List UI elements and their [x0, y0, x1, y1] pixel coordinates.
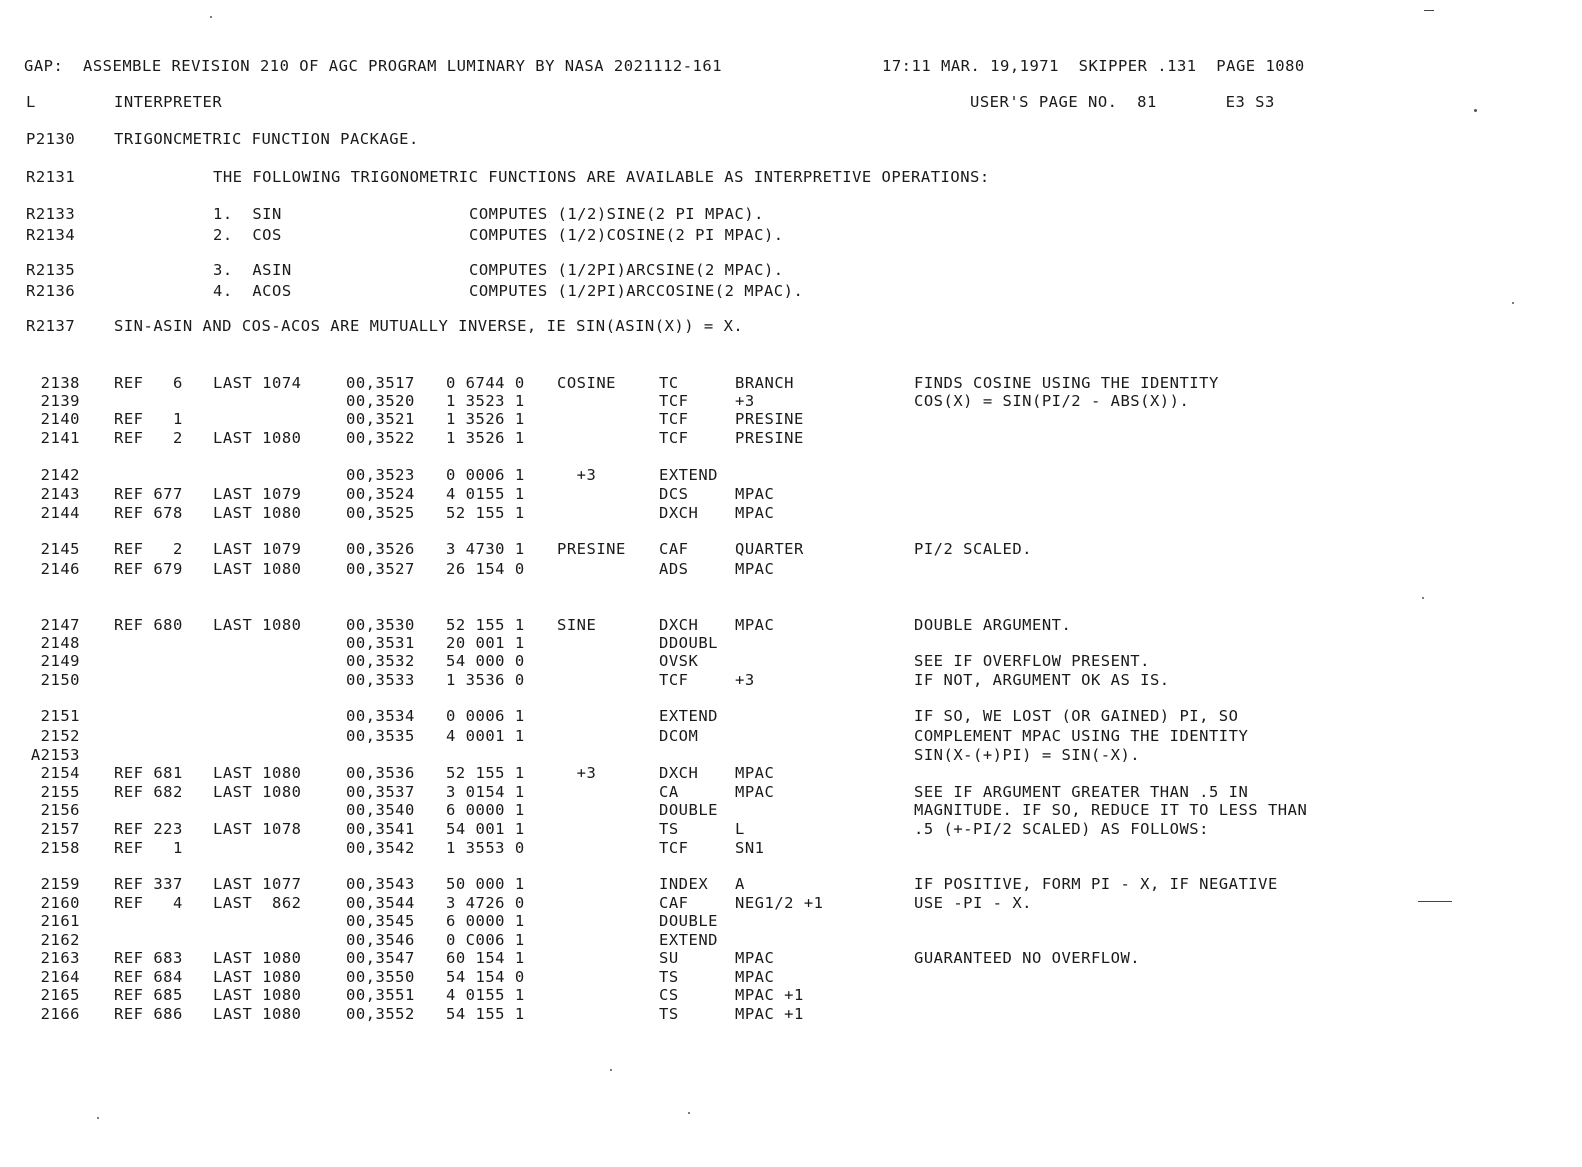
- last-page: LAST 1080: [213, 1005, 302, 1023]
- operand: MPAC: [735, 485, 775, 503]
- octal-code: 50 000 1: [446, 875, 525, 893]
- address: 00,3517: [346, 374, 415, 392]
- address: 00,3526: [346, 540, 415, 558]
- address: 00,3535: [346, 727, 415, 745]
- symbol-label: [557, 893, 647, 913]
- octal-code: 6 0000 1: [446, 912, 525, 930]
- octal-code: 54 155 1: [446, 1005, 525, 1023]
- symbol-label: +3: [557, 466, 597, 484]
- ref-count: [114, 651, 204, 671]
- operand: [735, 800, 895, 820]
- operand: MPAC: [735, 764, 775, 782]
- remark-item: 4. ACOS: [213, 282, 292, 300]
- address: 00,3547: [346, 949, 415, 967]
- octal-code: 1 3536 0: [446, 671, 525, 689]
- line-number: 2157: [40, 820, 80, 838]
- last-page: [213, 838, 323, 858]
- comment: .5 (+-PI/2 SCALED) AS FOLLOWS:: [914, 820, 1209, 838]
- symbol-label: COSINE: [557, 374, 616, 392]
- address: 00,3525: [346, 504, 415, 522]
- operand: [735, 465, 895, 485]
- address: 00,3527: [346, 560, 415, 578]
- comment: [914, 985, 1394, 1005]
- operand: QUARTER: [735, 540, 804, 558]
- last-page: [213, 800, 323, 820]
- line-number: 2143: [40, 485, 80, 503]
- octal-code: 3 4730 1: [446, 540, 525, 558]
- comment: GUARANTEED NO OVERFLOW.: [914, 949, 1141, 967]
- address: 00,3530: [346, 616, 415, 634]
- symbol-label: [557, 391, 647, 411]
- scan-dash: [1424, 10, 1434, 11]
- ref-count: [114, 911, 204, 931]
- symbol-label: [557, 911, 647, 931]
- remark-item: 3. ASIN: [213, 261, 292, 279]
- ref-count: [114, 465, 204, 485]
- operand: MPAC: [735, 968, 775, 986]
- octal-code: 0 0006 1: [446, 466, 525, 484]
- opcode: ADS: [659, 560, 689, 578]
- symbol-label: [557, 838, 647, 858]
- ref-count: REF 2: [114, 429, 183, 447]
- opcode: CAF: [659, 540, 689, 558]
- opcode: DXCH: [659, 504, 699, 522]
- line-number: 2138: [40, 374, 80, 392]
- remark-id: R2135: [26, 261, 76, 279]
- line-number: 2149: [40, 652, 80, 670]
- last-page: LAST 1080: [213, 783, 302, 801]
- remark-id: R2137: [26, 317, 76, 335]
- remark-text: TRIGONCMETRIC FUNCTION PACKAGE.: [114, 130, 419, 148]
- comment: SIN(X-(+)PI) = SIN(-X).: [914, 746, 1141, 764]
- line-number: 2140: [40, 410, 80, 428]
- opcode: EXTEND: [659, 707, 718, 725]
- symbol-label: SINE: [557, 616, 597, 634]
- comment: [914, 428, 1394, 448]
- symbol-label: [557, 985, 647, 1005]
- octal-code: 54 001 1: [446, 820, 525, 838]
- ref-count: REF 686: [114, 1005, 183, 1023]
- line-number: 2156: [40, 801, 80, 819]
- last-page: LAST 1079: [213, 540, 302, 558]
- remark-id: R2133: [26, 205, 76, 223]
- octal-code: 54 000 0: [446, 652, 525, 670]
- octal-code: 4 0155 1: [446, 485, 525, 503]
- opcode: TCF: [659, 410, 689, 428]
- opcode: TCF: [659, 429, 689, 447]
- ref-count: REF 223: [114, 820, 183, 838]
- line-number: 2162: [40, 931, 80, 949]
- address: 00,3543: [346, 875, 415, 893]
- ref-count: REF 680: [114, 616, 183, 634]
- ref-count: REF 678: [114, 504, 183, 522]
- symbol-label: +3: [557, 764, 597, 782]
- operand: +3: [735, 392, 755, 410]
- operand: [735, 930, 895, 950]
- operand: MPAC: [735, 783, 775, 801]
- octal-code: 6 0000 1: [446, 801, 525, 819]
- operand: PRESINE: [735, 410, 804, 428]
- operand: [735, 651, 895, 671]
- line-number: 2164: [40, 968, 80, 986]
- remark-id: R2131: [26, 168, 76, 186]
- line-number: 2148: [40, 634, 80, 652]
- comment: [914, 838, 1394, 858]
- ref-count: REF 679: [114, 560, 183, 578]
- scan-dash: [1418, 901, 1452, 902]
- symbol-label: [557, 409, 647, 429]
- comment: SEE IF ARGUMENT GREATER THAN .5 IN: [914, 783, 1249, 801]
- operand: BRANCH: [735, 374, 794, 392]
- address: 00,3521: [346, 410, 415, 428]
- last-page: [213, 670, 323, 690]
- symbol-label: [557, 948, 647, 968]
- ref-count: [114, 391, 204, 411]
- scan-speck: [1474, 109, 1477, 112]
- opcode: DCOM: [659, 727, 699, 745]
- last-page: [213, 409, 323, 429]
- comment: COMPLEMENT MPAC USING THE IDENTITY: [914, 727, 1249, 745]
- ref-count: [114, 670, 204, 690]
- operand: [735, 706, 895, 726]
- ref-count: REF 677: [114, 485, 183, 503]
- line-number: 2166: [40, 1005, 80, 1023]
- line-number: 2141: [40, 429, 80, 447]
- opcode: DOUBLE: [659, 801, 718, 819]
- comment: [914, 633, 1394, 653]
- symbol-label: PRESINE: [557, 540, 626, 558]
- line-number: 2160: [40, 894, 80, 912]
- ref-count: REF 6: [114, 374, 183, 392]
- line-number: 2155: [40, 783, 80, 801]
- octal-code: 52 155 1: [446, 504, 525, 522]
- scan-speck: [1422, 597, 1424, 599]
- address: [346, 745, 436, 765]
- symbol-label: [557, 782, 647, 802]
- octal-code: 54 154 0: [446, 968, 525, 986]
- header-line-2-right: USER'S PAGE NO. 81 E3 S3: [970, 93, 1275, 111]
- octal-code: 26 154 0: [446, 560, 525, 578]
- last-page: LAST 1078: [213, 820, 302, 838]
- last-page: LAST 1080: [213, 986, 302, 1004]
- opcode: CA: [659, 783, 679, 801]
- operand: [735, 745, 895, 765]
- last-page: [213, 911, 323, 931]
- ref-count: REF 684: [114, 968, 183, 986]
- comment: [914, 930, 1394, 950]
- operand: [735, 726, 895, 746]
- ref-count: [114, 633, 204, 653]
- address: 00,3544: [346, 894, 415, 912]
- symbol-label: [557, 967, 647, 987]
- remark-item: 1. SIN: [213, 205, 282, 223]
- remark-id: R2134: [26, 226, 76, 244]
- last-page: LAST 1079: [213, 485, 302, 503]
- opcode: TS: [659, 1005, 679, 1023]
- octal-code: 1 3553 0: [446, 839, 525, 857]
- line-number: 2142: [40, 466, 80, 484]
- octal-code: 1 3526 1: [446, 429, 525, 447]
- octal-code: 1 3523 1: [446, 392, 525, 410]
- symbol-label: [557, 428, 647, 448]
- ref-count: [114, 726, 204, 746]
- symbol-label: [557, 670, 647, 690]
- line-number: 2144: [40, 504, 80, 522]
- comment: [914, 967, 1394, 987]
- opcode: OVSK: [659, 652, 699, 670]
- last-page: [213, 465, 323, 485]
- operand: [735, 911, 895, 931]
- ref-count: REF 685: [114, 986, 183, 1004]
- comment: DOUBLE ARGUMENT.: [914, 616, 1072, 634]
- operand: MPAC: [735, 949, 775, 967]
- octal-code: 1 3526 1: [446, 410, 525, 428]
- opcode: CAF: [659, 894, 689, 912]
- operand: NEG1/2 +1: [735, 894, 824, 912]
- address: 00,3551: [346, 986, 415, 1004]
- address: 00,3533: [346, 671, 415, 689]
- opcode: TC: [659, 374, 679, 392]
- comment: [914, 1004, 1394, 1024]
- comment: IF NOT, ARGUMENT OK AS IS.: [914, 671, 1170, 689]
- symbol-label: [557, 633, 647, 653]
- remark-text: THE FOLLOWING TRIGONOMETRIC FUNCTIONS ARE AVAILABLE AS INTERPRETIVE OPERATIONS:: [213, 168, 990, 186]
- symbol-label: [557, 930, 647, 950]
- operand: +3: [735, 671, 755, 689]
- last-page: LAST 1080: [213, 949, 302, 967]
- symbol-label: [557, 819, 647, 839]
- symbol-label: [557, 503, 647, 523]
- last-page: LAST 1080: [213, 429, 302, 447]
- ref-count: REF 683: [114, 949, 183, 967]
- operand: MPAC: [735, 560, 775, 578]
- comment: COS(X) = SIN(PI/2 - ABS(X)).: [914, 392, 1190, 410]
- comment: [914, 465, 1394, 485]
- line-number: 2161: [40, 912, 80, 930]
- symbol-label: [557, 874, 647, 894]
- scan-speck: [688, 1112, 690, 1114]
- header-line-1-left: GAP: ASSEMBLE REVISION 210 OF AGC PROGRAM LUMINARY BY NASA 2021112-161: [24, 57, 723, 75]
- scan-speck: [1512, 302, 1514, 304]
- operand: A: [735, 875, 745, 893]
- operand: SN1: [735, 839, 765, 857]
- line-number: A2153: [30, 746, 80, 764]
- ref-count: REF 682: [114, 783, 183, 801]
- line-number: 2158: [40, 839, 80, 857]
- address: 00,3545: [346, 912, 415, 930]
- comment: PI/2 SCALED.: [914, 540, 1032, 558]
- address: 00,3522: [346, 429, 415, 447]
- octal-code: 20 001 1: [446, 634, 525, 652]
- line-number: 2163: [40, 949, 80, 967]
- last-page: LAST 1080: [213, 504, 302, 522]
- address: 00,3523: [346, 466, 415, 484]
- opcode: EXTEND: [659, 466, 718, 484]
- address: 00,3552: [346, 1005, 415, 1023]
- line-number: 2139: [40, 392, 80, 410]
- last-page: [213, 633, 323, 653]
- comment: [914, 559, 1394, 579]
- octal-code: 4 0001 1: [446, 727, 525, 745]
- address: 00,3546: [346, 931, 415, 949]
- ref-count: [114, 930, 204, 950]
- comment: IF POSITIVE, FORM PI - X, IF NEGATIVE: [914, 875, 1278, 893]
- ref-count: REF 1: [114, 410, 183, 428]
- comment: [914, 763, 1394, 783]
- line-number: 2147: [40, 616, 80, 634]
- line-number: 2151: [40, 707, 80, 725]
- opcode: TS: [659, 820, 679, 838]
- last-page: [213, 726, 323, 746]
- last-page: LAST 1080: [213, 616, 302, 634]
- address: 00,3542: [346, 839, 415, 857]
- octal-code: 52 155 1: [446, 764, 525, 782]
- address: 00,3520: [346, 392, 415, 410]
- address: 00,3531: [346, 634, 415, 652]
- last-page: [213, 391, 323, 411]
- symbol-label: [557, 745, 647, 765]
- header-line-2-text: INTERPRETER: [114, 93, 223, 111]
- octal-code: 0 6744 0: [446, 374, 525, 392]
- remark-desc: COMPUTES (1/2PI)ARCSINE(2 MPAC).: [469, 261, 784, 279]
- ref-count: REF 1: [114, 839, 183, 857]
- address: 00,3534: [346, 707, 415, 725]
- ref-count: [114, 706, 204, 726]
- address: 00,3537: [346, 783, 415, 801]
- symbol-label: [557, 800, 647, 820]
- remark-desc: COMPUTES (1/2)SINE(2 PI MPAC).: [469, 205, 764, 223]
- ref-count: [114, 800, 204, 820]
- operand: MPAC: [735, 616, 775, 634]
- operand: MPAC: [735, 504, 775, 522]
- ref-count: [114, 745, 204, 765]
- comment: [914, 911, 1394, 931]
- opcode: TS: [659, 968, 679, 986]
- operand: MPAC +1: [735, 1005, 804, 1023]
- remark-desc: COMPUTES (1/2)COSINE(2 PI MPAC).: [469, 226, 784, 244]
- symbol-label: [557, 1004, 647, 1024]
- last-page: LAST 1080: [213, 764, 302, 782]
- address: 00,3541: [346, 820, 415, 838]
- operand: PRESINE: [735, 429, 804, 447]
- symbol-label: [557, 651, 647, 671]
- ref-count: REF 681: [114, 764, 183, 782]
- header-line-1-right: 17:11 MAR. 19,1971 SKIPPER .131 PAGE 1080: [882, 57, 1305, 75]
- opcode: DXCH: [659, 764, 699, 782]
- line-number: 2145: [40, 540, 80, 558]
- last-page: LAST 1080: [213, 968, 302, 986]
- symbol-label: [557, 726, 647, 746]
- opcode: DDOUBL: [659, 634, 718, 652]
- operand: MPAC +1: [735, 986, 804, 1004]
- comment: MAGNITUDE. IF SO, REDUCE IT TO LESS THAN: [914, 801, 1308, 819]
- scan-speck: [210, 16, 212, 18]
- octal-code: 3 0154 1: [446, 783, 525, 801]
- scan-speck: [610, 1069, 612, 1071]
- last-page: LAST 1080: [213, 560, 302, 578]
- address: 00,3536: [346, 764, 415, 782]
- opcode: TCF: [659, 839, 689, 857]
- last-page: [213, 745, 323, 765]
- last-page: [213, 930, 323, 950]
- symbol-label: [557, 706, 647, 726]
- octal-code: [446, 745, 546, 765]
- opcode: DOUBLE: [659, 912, 718, 930]
- last-page: LAST 1077: [213, 875, 302, 893]
- opcode: CS: [659, 986, 679, 1004]
- address: 00,3532: [346, 652, 415, 670]
- opcode: EXTEND: [659, 931, 718, 949]
- octal-code: 52 155 1: [446, 616, 525, 634]
- ref-count: REF 337: [114, 875, 183, 893]
- last-page: LAST 862: [213, 894, 302, 912]
- remark-id: R2136: [26, 282, 76, 300]
- comment: [914, 484, 1394, 504]
- comment: SEE IF OVERFLOW PRESENT.: [914, 652, 1150, 670]
- remark-item: 2. COS: [213, 226, 282, 244]
- symbol-label: [557, 559, 647, 579]
- symbol-label: [557, 484, 647, 504]
- octal-code: 4 0155 1: [446, 986, 525, 1004]
- opcode: [659, 745, 739, 765]
- last-page: [213, 651, 323, 671]
- opcode: SU: [659, 949, 679, 967]
- remark-text: SIN-ASIN AND COS-ACOS ARE MUTUALLY INVERSE, IE SIN(ASIN(X)) = X.: [114, 317, 744, 335]
- operand: L: [735, 820, 745, 838]
- last-page: LAST 1074: [213, 374, 302, 392]
- comment: IF SO, WE LOST (OR GAINED) PI, SO: [914, 707, 1239, 725]
- opcode: TCF: [659, 671, 689, 689]
- remark-desc: COMPUTES (1/2PI)ARCCOSINE(2 MPAC).: [469, 282, 804, 300]
- header-line-2-label: L: [26, 93, 36, 111]
- octal-code: 3 4726 0: [446, 894, 525, 912]
- line-number: 2159: [40, 875, 80, 893]
- comment: [914, 503, 1394, 523]
- comment: USE -PI - X.: [914, 894, 1032, 912]
- address: 00,3550: [346, 968, 415, 986]
- opcode: DCS: [659, 485, 689, 503]
- line-number: 2165: [40, 986, 80, 1004]
- ref-count: REF 4: [114, 894, 183, 912]
- opcode: TCF: [659, 392, 689, 410]
- octal-code: 60 154 1: [446, 949, 525, 967]
- line-number: 2152: [40, 727, 80, 745]
- line-number: 2150: [40, 671, 80, 689]
- operand: [735, 633, 895, 653]
- octal-code: 0 C006 1: [446, 931, 525, 949]
- ref-count: REF 2: [114, 540, 183, 558]
- line-number: 2154: [40, 764, 80, 782]
- last-page: [213, 706, 323, 726]
- octal-code: 0 0006 1: [446, 707, 525, 725]
- opcode: DXCH: [659, 616, 699, 634]
- line-number: 2146: [40, 560, 80, 578]
- address: 00,3540: [346, 801, 415, 819]
- comment: FINDS COSINE USING THE IDENTITY: [914, 374, 1219, 392]
- opcode: INDEX: [659, 875, 709, 893]
- remark-id: P2130: [26, 130, 76, 148]
- comment: [914, 409, 1394, 429]
- scan-speck: [97, 1117, 99, 1119]
- address: 00,3524: [346, 485, 415, 503]
